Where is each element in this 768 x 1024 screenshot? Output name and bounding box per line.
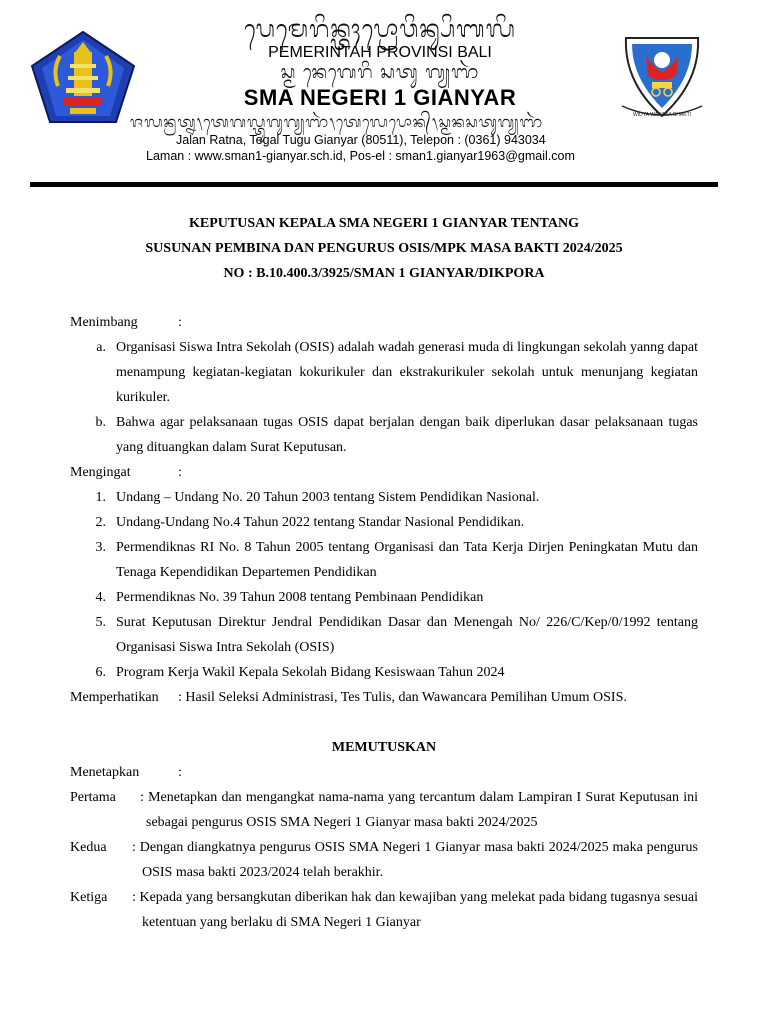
list-item (70, 335, 698, 410)
decree-title (60, 211, 708, 286)
memperhatikan-row (70, 685, 698, 710)
item-marker: 6. (95, 665, 106, 680)
decision-label: Ketiga (70, 890, 108, 905)
list-item (70, 410, 698, 460)
letterhead-text (130, 14, 620, 164)
title-line-2: SUSUNAN PEMBINA DAN PENGURUS OSIS/MPK MASA BAKTI 2024/2025 (145, 241, 623, 256)
list-item (70, 535, 698, 585)
item-marker: b. (95, 415, 106, 430)
list-item (70, 610, 698, 660)
bali-province-emblem-icon (30, 30, 136, 124)
province-name: PEMERINTAH PROVINSI BALI (268, 44, 492, 61)
item-text: Undang-Undang No.4 Tahun 2022 tentang Standar Nasional Pendidikan. (116, 515, 525, 530)
decision-kedua (70, 835, 698, 885)
decree-body (70, 310, 698, 935)
item-text: Surat Keputusan Direktur Jendral Pendidikan Dasar dan Menengah No/ 226/C/Kep/0/1992 tentang Organisasi Siswa Intra Sekolah (OSIS) (116, 615, 698, 655)
menetapkan-heading (70, 760, 698, 785)
letterhead (0, 0, 768, 192)
item-text: Undang – Undang No. 20 Tahun 2003 tentang Sistem Pendidikan Nasional. (116, 490, 540, 505)
mengingat-list (70, 485, 698, 685)
school-motto: WIDYA WAHANA BHAKTI (632, 112, 692, 118)
item-text: Permendiknas No. 39 Tahun 2008 tentang Pembinaan Pendidikan (116, 590, 484, 605)
spacer (70, 710, 698, 735)
mengingat-heading (70, 460, 698, 485)
decree-number: NO : B.10.400.3/3925/SMAN 1 GIANYAR/DIKPORA (223, 266, 545, 281)
item-text: Organisasi Siswa Intra Sekolah (OSIS) adalah wadah generasi muda di lingkungan sekolah yanng dapat menampung kegiatan-kegiatan kokurikuler dan ekstrakurikuler sekolah untuk menunjang kegiatan kurikuler. (116, 340, 698, 405)
decision-text (70, 785, 698, 835)
letterhead-divider (30, 182, 718, 187)
school-address: Jalan Ratna, Tegal Tugu Gianyar (80511), Telepon : (0361) 943034 (176, 133, 546, 147)
list-item (70, 485, 698, 510)
school-website-email: Laman : www.sman1-gianyar.sch.id, Pos-el : sman1.gianyar1963@gmail.com (146, 149, 575, 163)
memperhatikan-text: : Hasil Seleksi Administrasi, Tes Tulis, dan Wawancara Pemilihan Umum OSIS. (178, 690, 627, 705)
decision-text-content: : Menetapkan dan mengangkat nama-nama yang tercantum dalam Lampiran I Surat Keputusan ini sebagai pengurus OSIS SMA Negeri 1 Gianyar masa bakti 2024/2025 (140, 790, 698, 830)
list-item (70, 585, 698, 610)
decision-label: Kedua (70, 840, 107, 855)
section-colon: : (178, 465, 182, 480)
menimbang-list (70, 335, 698, 460)
section-colon: : (178, 315, 182, 330)
item-marker: 5. (95, 615, 106, 630)
balinese-script-line: ᬲ᭄ᬫ ᬦᬾᬕᬾᬭᬶ ᬲᬢᬸ ᬕ᭄ᬬᬜᬃ (280, 62, 480, 83)
school-name: SMA NEGERI 1 GIANYAR (243, 85, 517, 110)
memutuskan-heading: MEMUTUSKAN (331, 740, 437, 755)
item-marker: 2. (95, 515, 106, 530)
list-item (70, 660, 698, 685)
decision-label: Pertama (70, 790, 116, 805)
item-marker: 1. (95, 490, 106, 505)
item-marker: 3. (95, 540, 106, 555)
menimbang-heading (70, 310, 698, 335)
decision-ketiga (70, 885, 698, 935)
section-colon: : (178, 765, 182, 780)
balinese-script-line: ᬚᬮᬦ᭄ᬭᬢ᭄ᬦ᭞ᬢᬾᬕᬮ᭄ᬢᬸᬕᬸᬕ᭄ᬬᬜᬃ᭞ᬢᬾᬮᬾᬧᭀᬦ᭄᭞ᬲ᭄ᬫᬦᬲᬢᬸᬕ᭄ᬬᬜᬃ (130, 113, 544, 131)
item-marker: a. (96, 340, 106, 355)
school-emblem-icon (616, 32, 708, 122)
decision-text-content: : Kepada yang bersangkutan diberikan hak dan kewajiban yang melekat pada bidang tugasnya sesuai ketentuan yang berlaku di SMA Negeri 1 Gianyar (132, 890, 698, 930)
decision-text-content: : Dengan diangkatnya pengurus OSIS SMA Negeri 1 Gianyar masa bakti 2024/2025 maka pengurus OSIS masa bakti 2023/2024 telah berakhir. (132, 840, 698, 880)
decision-pertama (70, 785, 698, 835)
section-label: Menetapkan (70, 765, 140, 780)
section-label: Menimbang (70, 315, 138, 330)
item-text: Permendiknas RI No. 8 Tahun 2005 tentang Organisasi dan Tata Kerja Dirjen Peningkatan Mutu dan Tenaga Kependidikan Departemen Pendidikan (116, 540, 698, 580)
item-text: Bahwa agar pelaksanaan tugas OSIS dapat berjalan dengan baik diperlukan dasar pelaksanaan tugas yang dituangkan dalam Surat Keputusan. (116, 415, 698, 455)
section-label: Memperhatikan (70, 690, 159, 705)
item-text: Program Kerja Wakil Kepala Sekolah Bidang Kesiswaan Tahun 2024 (116, 665, 505, 680)
title-line-1: KEPUTUSAN KEPALA SMA NEGERI 1 GIANYAR TENTANG (189, 216, 579, 231)
decision-text (70, 835, 698, 885)
list-item (70, 510, 698, 535)
section-label: Mengingat (70, 465, 131, 480)
balinese-script-line: ᬧᬾᬫᬾᬭᬶᬦ᭄ᬢᬄᬧ᭄ᬭᭀᬯᬶᬦ᭄ᬲᬶᬩᬮᬶ (244, 15, 516, 43)
decision-text (70, 885, 698, 935)
item-marker: 4. (95, 590, 106, 605)
